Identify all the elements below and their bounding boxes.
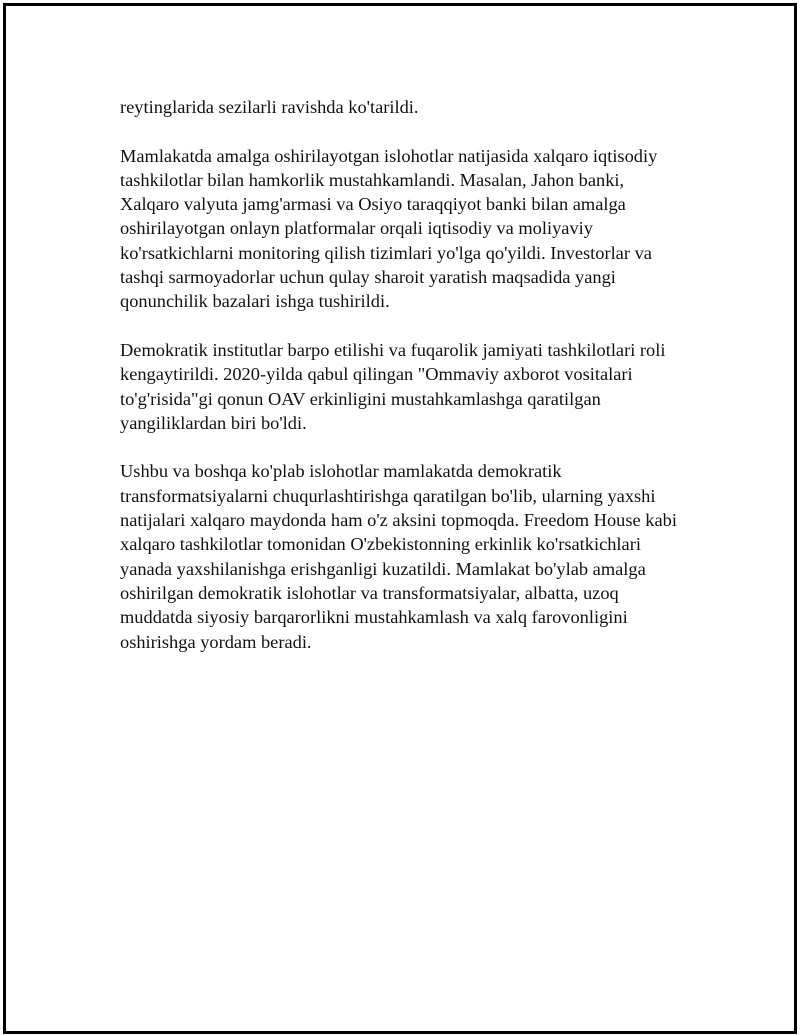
text-line: xalqaro tashkilotlar tomonidan O'zbekistonning erkinlik ko'rsatkichlari xyxy=(120,534,641,555)
text-line: yanada yaxshilanishga erishganligi kuzatildi. Mamlakat bo'ylab amalga xyxy=(120,558,646,579)
text-line: Mamlakatda amalga oshirilayotgan islohotlar natijasida xalqaro iqtisodiy xyxy=(120,145,658,166)
text-line: Xalqaro valyuta jamg'armasi va Osiyo taraqqiyot banki bilan amalga xyxy=(120,194,626,215)
text-line: qonunchilik bazalari ishga tushirildi. xyxy=(120,291,390,312)
text-line: transformatsiyalarni chuqurlashtirishga qaratilgan bo'lib, ularning yaxshi xyxy=(120,485,656,506)
paragraph-2 xyxy=(120,144,680,314)
text-line: oshirilgan demokratik islohotlar va transformatsiyalar, albatta, uzoq xyxy=(120,582,619,603)
text-line: natijalari xalqaro maydonda ham o'z aksini topmoqda. Freedom House kabi xyxy=(120,510,677,531)
text-line: oshirishga yordam beradi. xyxy=(120,631,312,652)
text-line: kengaytirildi. 2020-yilda qabul qilingan "Ommaviy axborot vositalari xyxy=(120,364,633,385)
text-line: Ushbu va boshqa ko'plab islohotlar mamlakatda demokratik xyxy=(120,461,562,482)
document-page xyxy=(3,3,797,1034)
paragraph-3 xyxy=(120,338,680,435)
text-line: to'g'risida"gi qonun OAV erkinligini mustahkamlashga qaratilgan xyxy=(120,388,601,409)
text-line: tashqi sarmoyadorlar uchun qulay sharoit yaratish maqsadida yangi xyxy=(120,267,616,288)
text-line: yangiliklardan biri bo'ldi. xyxy=(120,412,307,433)
text-line: Demokratik institutlar barpo etilishi va fuqarolik jamiyati tashkilotlari roli xyxy=(120,339,666,360)
text-line: oshirilayotgan onlayn platformalar orqali iqtisodiy va moliyaviy xyxy=(120,218,593,239)
text-line: reytinglarida sezilarli ravishda ko'tarildi. xyxy=(120,97,419,117)
paragraph-4 xyxy=(120,459,680,653)
text-line: tashkilotlar bilan hamkorlik mustahkamlandi. Masalan, Jahon banki, xyxy=(120,169,625,190)
text-line: muddatda siyosiy barqarorlikni mustahkamlash va xalq farovonligini xyxy=(120,607,628,628)
document-body xyxy=(120,95,680,678)
paragraph-1 xyxy=(120,95,680,119)
text-line: ko'rsatkichlarni monitoring qilish tizimlari yo'lga qo'yildi. Investorlar va xyxy=(120,242,652,263)
